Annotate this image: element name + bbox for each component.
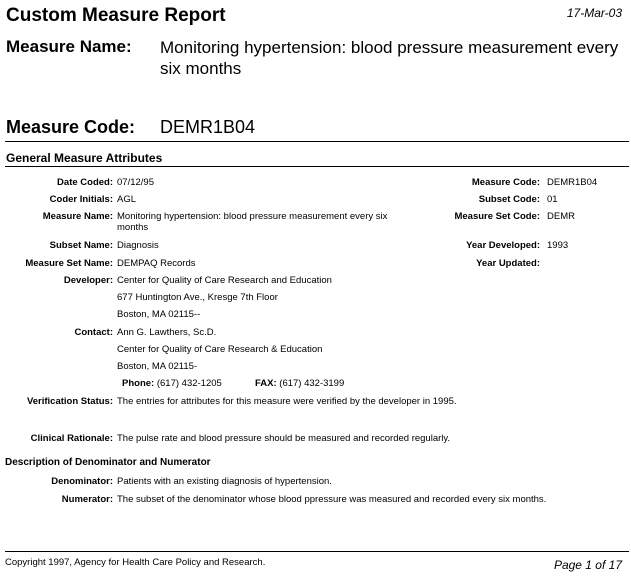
measure-name-value: Monitoring hypertension: blood pressure measurement every six months <box>160 38 619 78</box>
measure-name-field-label: Measure Name: <box>42 211 113 222</box>
subset-code-value: 01 <box>547 194 558 205</box>
numerator-label: Numerator: <box>61 494 113 505</box>
phone-row <box>122 378 222 389</box>
subset-name-value: Diagnosis <box>117 240 159 251</box>
header-divider <box>5 141 629 142</box>
developer-line-1: Center for Quality of Care Research and Education <box>117 275 332 286</box>
right-measure-code-label: Measure Code: <box>471 177 540 188</box>
year-developed-value: 1993 <box>547 240 569 251</box>
coder-initials-value: AGL <box>117 194 137 205</box>
measure-set-name-value: DEMPAQ Records <box>117 258 196 269</box>
coder-initials-label: Coder Initials: <box>49 194 113 205</box>
measure-set-code-label: Measure Set Code: <box>454 211 540 222</box>
measure-name-field-value: Monitoring hypertension: blood pressure measurement every six months <box>117 211 388 233</box>
verification-status-label: Verification Status: <box>26 396 113 407</box>
measure-set-code-value: DEMR <box>547 211 575 222</box>
contact-label: Contact: <box>74 327 113 338</box>
fax-label: FAX: <box>255 378 277 389</box>
fax-value: (617) 432-3199 <box>279 378 345 389</box>
developer-line-3: Boston, MA 02115-- <box>117 309 201 320</box>
right-measure-code-value: DEMR1B04 <box>547 177 598 188</box>
measure-code-value: DEMR1B04 <box>160 117 256 137</box>
report-title: Custom Measure Report <box>6 5 226 26</box>
denominator-numerator-heading: Description of Denominator and Numerator <box>5 457 211 468</box>
numerator-value: The subset of the denominator whose blood ppressure was measured and recorded every six months. <box>117 494 547 505</box>
contact-line-2: Center for Quality of Care Research & Education <box>117 344 323 355</box>
section-divider <box>5 166 629 167</box>
verification-status-value: The entries for attributes for this measure were verified by the developer in 1995. <box>117 396 457 407</box>
footer-divider <box>5 551 629 552</box>
denominator-value: Patients with an existing diagnosis of hypertension. <box>117 476 332 487</box>
fax-row <box>255 378 344 389</box>
developer-line-2: 677 Huntington Ave., Kresge 7th Floor <box>117 292 278 303</box>
year-developed-label: Year Developed: <box>466 240 540 251</box>
contact-line-1: Ann G. Lawthers, Sc.D. <box>117 327 217 338</box>
copyright-text: Copyright 1997, Agency for Health Care Policy and Research. <box>5 557 266 568</box>
measure-code-label: Measure Code: <box>6 117 136 137</box>
contact-line-3: Boston, MA 02115- <box>117 361 198 372</box>
clinical-rationale-label: Clinical Rationale: <box>30 433 113 444</box>
developer-label: Developer: <box>63 275 113 286</box>
clinical-rationale-value: The pulse rate and blood pressure should be measured and recorded regularly. <box>117 433 451 444</box>
section-title: General Measure Attributes <box>6 151 163 165</box>
denominator-label: Denominator: <box>51 476 113 487</box>
measure-name-label: Measure Name: <box>6 37 132 56</box>
year-updated-label: Year Updated: <box>476 258 540 269</box>
subset-code-label: Subset Code: <box>478 194 540 205</box>
date-coded-value: 07/12/95 <box>117 177 154 188</box>
measure-set-name-label: Measure Set Name: <box>25 258 113 269</box>
subset-name-label: Subset Name: <box>49 240 113 251</box>
report-date: 17-Mar-03 <box>566 6 622 20</box>
date-coded-label: Date Coded: <box>57 177 113 188</box>
phone-label: Phone: <box>122 378 155 389</box>
page-number: Page 1 of 17 <box>553 558 622 572</box>
phone-value: (617) 432-1205 <box>156 378 222 389</box>
